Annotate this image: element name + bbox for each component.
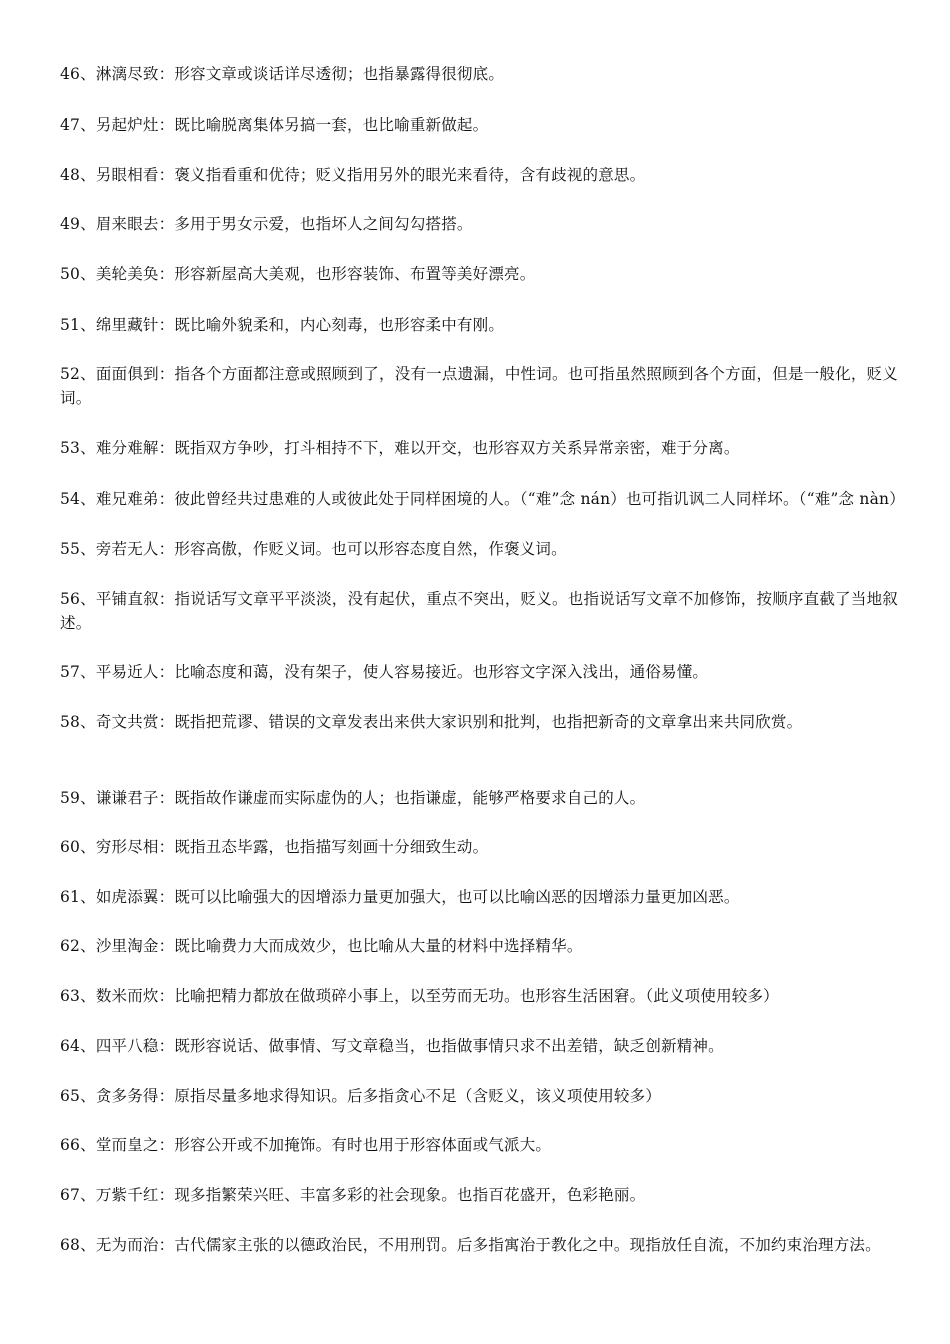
idiom-entry-57: 57、平易近人：比喻态度和蔼，没有架子，使人容易接近。也形容文字深入浅出，通俗易懂。 — [60, 663, 709, 681]
idiom-entry-51: 51、绵里藏针：既比喻外貌柔和，内心刻毒，也形容柔中有刚。 — [60, 316, 505, 334]
idiom-entry-46: 46、淋漓尽致：形容文章或谈话详尽透彻；也指暴露得很彻底。 — [60, 65, 505, 83]
idiom-entry-68: 68、无为而治：古代儒家主张的以德政治民，不用刑罚。后多指寓治于教化之中。现指放任自流，不加约束治理方法。 — [60, 1236, 881, 1254]
idiom-entry-62: 62、沙里淘金：既比喻费力大而成效少，也比喻从大量的材料中选择精华。 — [60, 937, 583, 955]
idiom-entry-58: 58、奇文共赏：既指把荒谬、错误的文章发表出来供大家识别和批判，也指把新奇的文章拿出来共同欣赏。 — [60, 713, 803, 731]
idiom-entry-54: 54、难兄难弟：彼此曾经共过患难的人或彼此处于同样困境的人。（“难”念 nán）也可指讥讽二人同样坏。（“难”念 nàn） — [60, 490, 905, 508]
idiom-entry-67: 67、万紫千红：现多指繁荣兴旺、丰富多彩的社会现象。也指百花盛开，色彩艳丽。 — [60, 1186, 646, 1204]
idiom-entry-66: 66、堂而皇之：形容公开或不加掩饰。有时也用于形容体面或气派大。 — [60, 1136, 552, 1154]
idiom-entry-47: 47、另起炉灶：既比喻脱离集体另搞一套，也比喻重新做起。 — [60, 116, 489, 134]
idiom-entry-61: 61、如虎添翼：既可以比喻强大的因增添力量更加强大，也可以比喻凶恶的因增添力量更加凶恶。 — [60, 888, 740, 906]
idiom-entry-65: 65、贪多务得：原指尽量多地求得知识。后多指贪心不足（含贬义，该义项使用较多） — [60, 1087, 662, 1105]
idiom-entry-59: 59、谦谦君子：既指故作谦虚而实际虚伪的人；也指谦虚，能够严格要求自己的人。 — [60, 789, 646, 807]
idiom-entry-49: 49、眉来眼去：多用于男女示爱，也指坏人之间勾勾搭搭。 — [60, 215, 473, 233]
idiom-entry-56: 56、平铺直叙：指说话写文章平平淡淡，没有起伏，重点不突出，贬义。也指说话写文章不加修饰，按顺序直截了当地叙述。 — [60, 590, 898, 632]
idiom-entry-50: 50、美轮美奂：形容新屋高大美观，也形容装饰、布置等美好漂亮。 — [60, 265, 536, 283]
idiom-entry-64: 64、四平八稳：既形容说话、做事情、写文章稳当，也指做事情只求不出差错，缺乏创新精神。 — [60, 1037, 724, 1055]
idiom-entry-60: 60、穷形尽相：既指丑态毕露，也指描写刻画十分细致生动。 — [60, 838, 489, 856]
idiom-entry-52: 52、面面俱到：指各个方面都注意或照顾到了，没有一点遗漏，中性词。也可指虽然照顾到各个方面，但是一般化，贬义词。 — [60, 365, 898, 407]
idiom-entry-53: 53、难分难解：既指双方争吵，打斗相持不下，难以开交，也形容双方关系异常亲密，难于分离。 — [60, 439, 740, 457]
idiom-entry-63: 63、数米而炊：比喻把精力都放在做琐碎小事上，以至劳而无功。也形容生活困窘。（此义项使用较多） — [60, 987, 779, 1005]
idiom-entry-48: 48、另眼相看：褒义指看重和优待；贬义指用另外的眼光来看待，含有歧视的意思。 — [60, 166, 646, 184]
idiom-entry-55: 55、旁若无人：形容高傲，作贬义词。也可以形容态度自然，作褒义词。 — [60, 540, 567, 558]
